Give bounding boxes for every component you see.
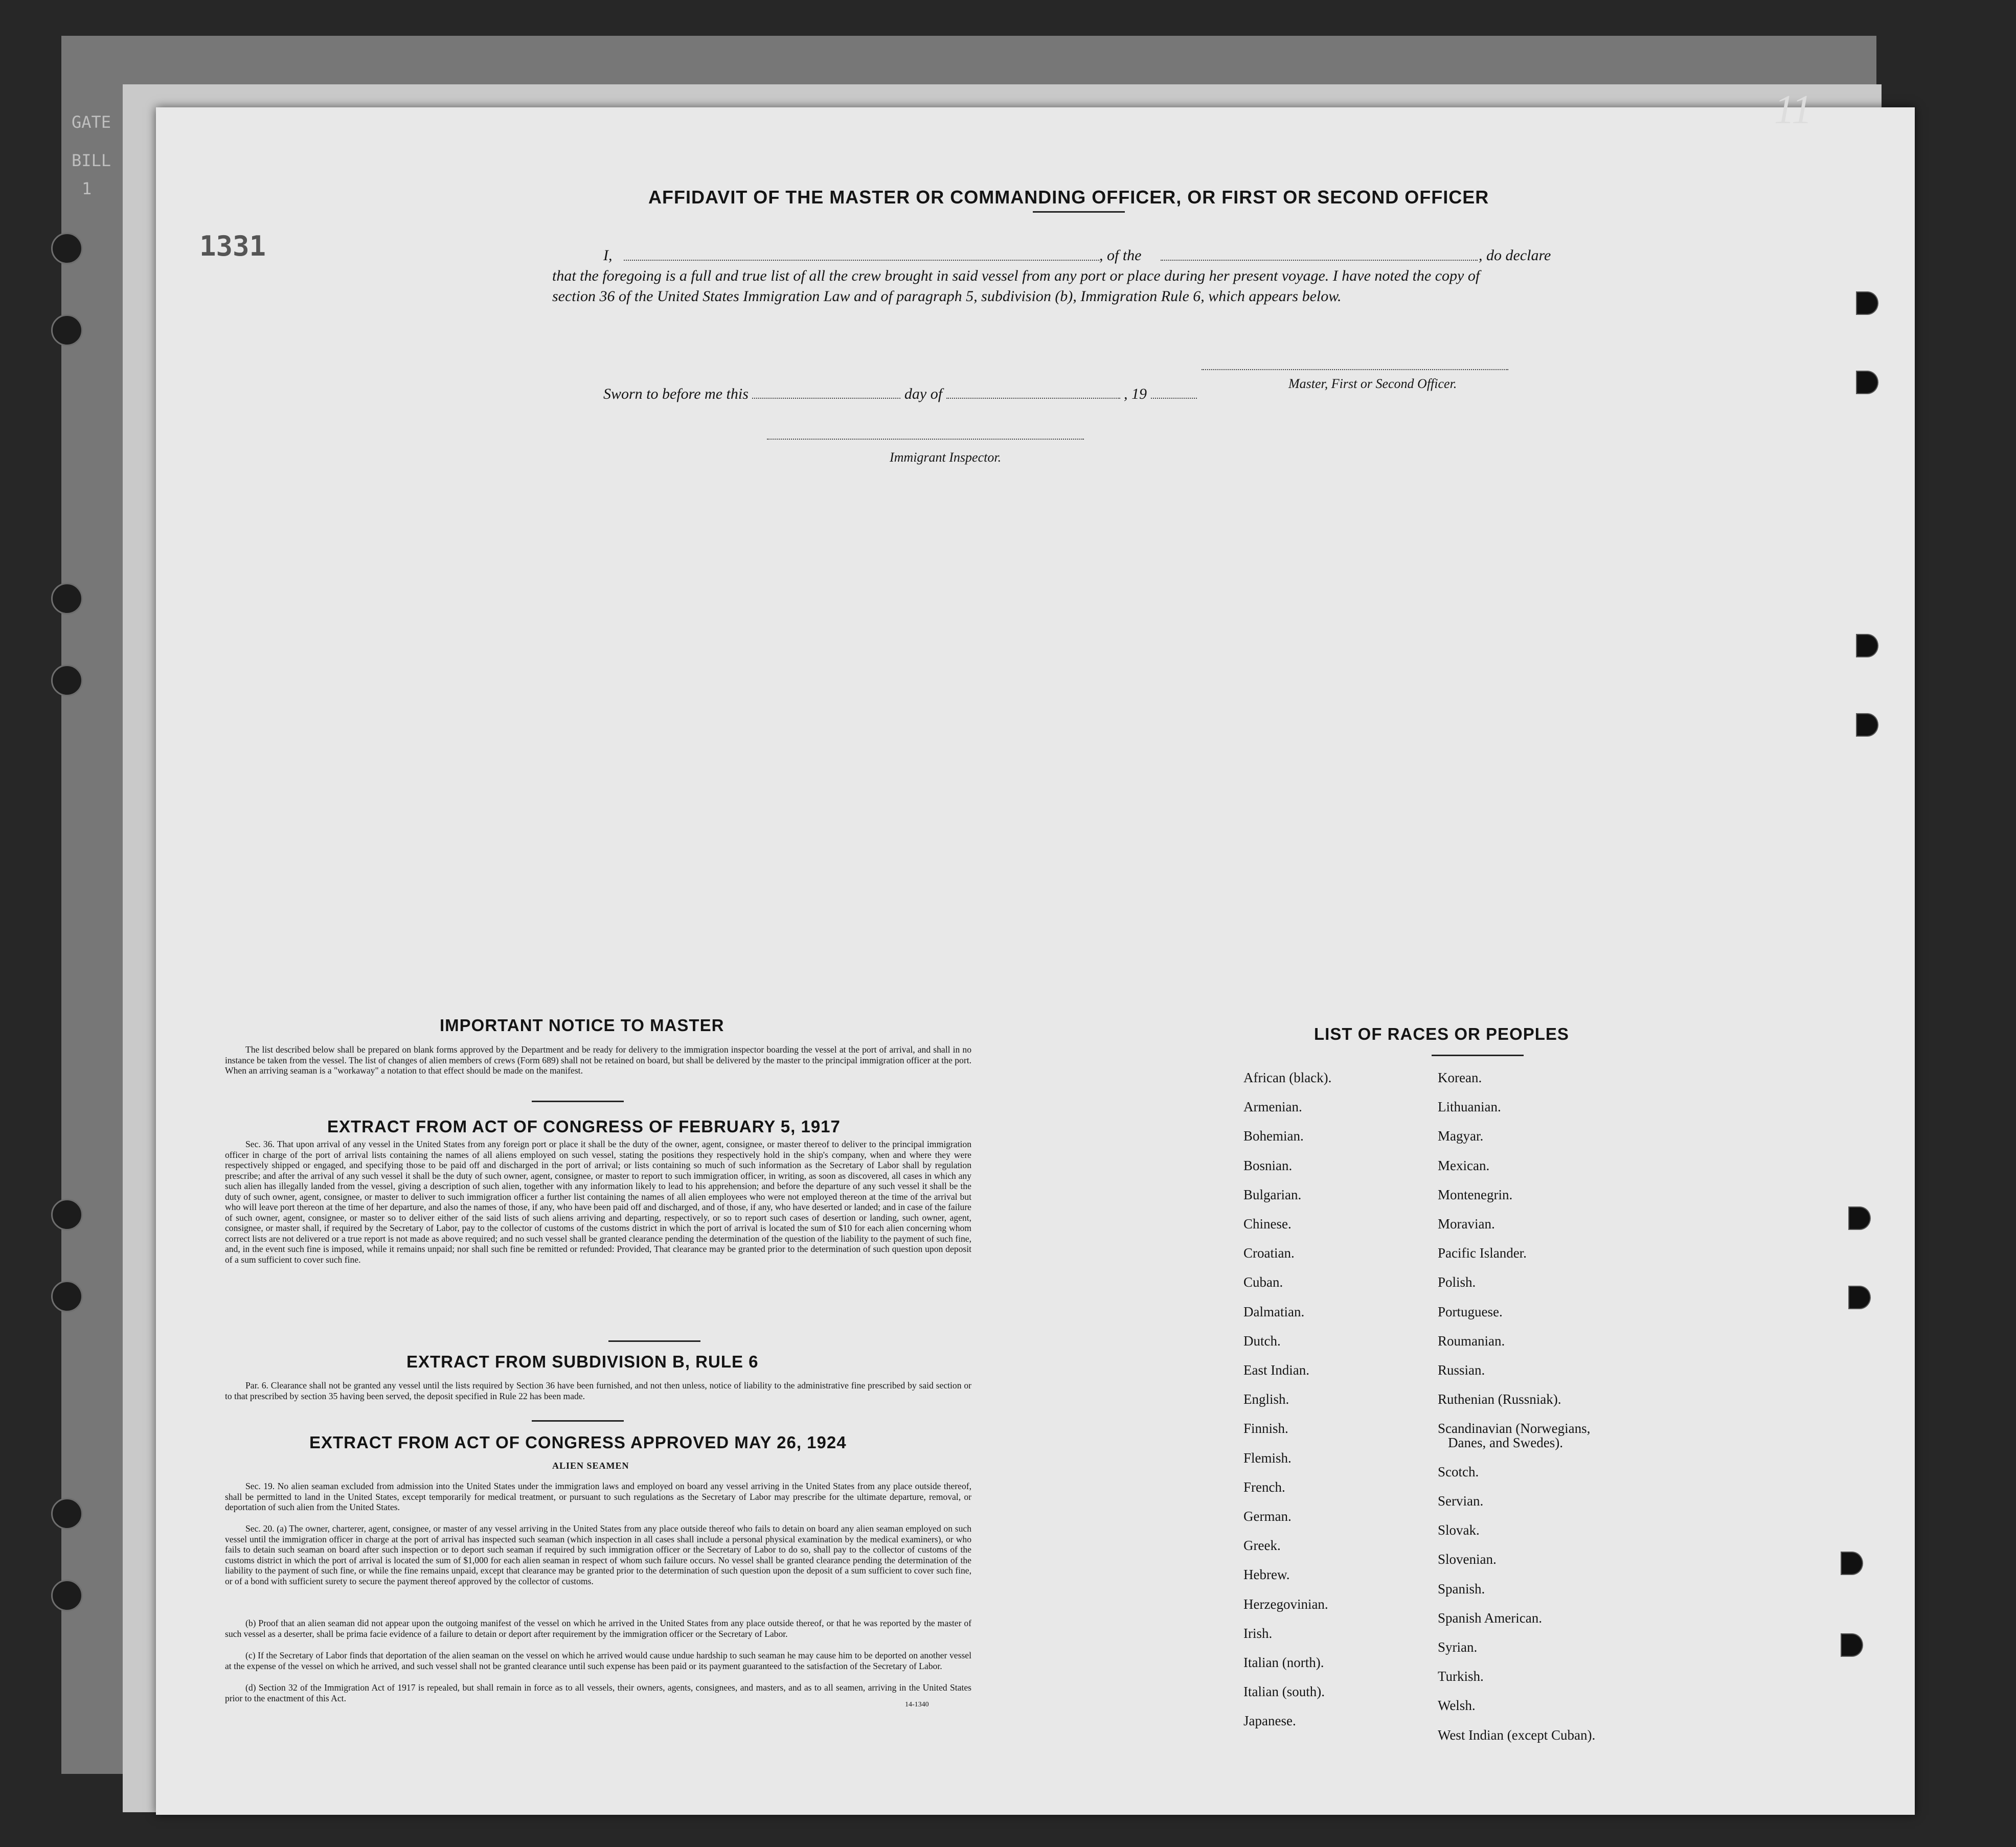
divider <box>1033 211 1125 213</box>
race-item: Dalmatian. <box>1243 1304 1305 1319</box>
race-item: Italian (south). <box>1243 1684 1325 1700</box>
section-20c: (c) If the Secretary of Labor finds that deportation of the alien seaman on the vessel on which he arrived would cause undue hardship to such seaman he may cause him to be deported on another vessel at the expense of the vessel on which he arrived, and such vessel shall not be granted clearance until such expense has been paid or its payment guaranteed to the satisfaction of the Secretary of Labor. <box>225 1650 971 1671</box>
punch-hole <box>51 1281 83 1312</box>
section-20a: Sec. 20. (a) The owner, charterer, agent, consignee, or master of any vessel arriving in the United States from any place outside thereof who fails to detain on board any alien seaman employed on such vessel until the immigration officer in charge at the port of arrival has inspected such seaman (which inspection in all cases shall include a personal physical examination by the medical examiners), or who fails to detain such seaman on board after such inspection or to deport such seaman if required by such immigration officer or the Secretary of Labor to do so, shall pay to the collector of customs of the customs district in which the port of arrival is located the sum of $1,000 for each alien seaman in respect of whom such failure occurs. No vessel shall be granted clearance pending the determination of the liability to the payment of such fine, or while the fine remains unpaid, except that clearance may be granted prior to the determination of such question upon the deposit of a sum sufficient to cover such fine, or of a bond with sufficient surety to secure the payment thereof approved by the collector of customs. <box>225 1523 971 1586</box>
race-item: Danes, and Swedes). <box>1448 1434 1563 1450</box>
punch-hole-right <box>1848 1206 1871 1230</box>
race-item: German. <box>1243 1509 1292 1524</box>
stamp-number: 1331 <box>199 230 266 262</box>
race-item: Korean. <box>1438 1070 1482 1085</box>
race-item: Moravian. <box>1438 1216 1495 1232</box>
race-item: Bohemian. <box>1243 1128 1304 1144</box>
declaration-block <box>552 245 1551 307</box>
punch-hole-right <box>1856 291 1878 315</box>
race-item: Japanese. <box>1243 1713 1296 1729</box>
race-item: Croatian. <box>1243 1245 1295 1261</box>
form-number: 14-1340 <box>905 1701 929 1708</box>
race-item: Herzegovinian. <box>1243 1596 1328 1612</box>
punch-hole-right <box>1856 634 1878 657</box>
races-title: LIST OF RACES OR PEOPLES <box>1314 1024 1569 1043</box>
punch-hole <box>51 314 83 346</box>
race-item: Slovenian. <box>1438 1552 1497 1567</box>
punch-hole-right <box>1841 1552 1863 1575</box>
punch-hole-right <box>1848 1286 1871 1309</box>
punch-hole-right <box>1856 371 1878 394</box>
race-item: Turkish. <box>1438 1669 1484 1684</box>
race-item: Hebrew. <box>1243 1567 1290 1583</box>
race-item: Bulgarian. <box>1243 1187 1302 1202</box>
race-item: Armenian. <box>1243 1099 1302 1115</box>
divider <box>1432 1055 1524 1056</box>
section-19: Sec. 19. No alien seaman excluded from admission into the United States under the immigration laws and employed on board any vessel arriving in the United States from any place outside thereof, shall be permitted to land in the United States, except temporarily for medical treatment, or pursuant to such regulations as the Secretary of Labor may prescribe for the ultimate departure, removal, or deportation of such alien from the United States. <box>225 1481 971 1512</box>
race-item: Ruthenian (Russniak). <box>1438 1392 1561 1407</box>
inspector-label: Immigrant Inspector. <box>890 450 1002 465</box>
sworn-year: , 19 <box>1124 385 1147 402</box>
race-item: Portuguese. <box>1438 1304 1503 1319</box>
race-item: Pacific Islander. <box>1438 1245 1527 1261</box>
race-item: Italian (north). <box>1243 1655 1324 1670</box>
race-item: English. <box>1243 1392 1289 1407</box>
margin-mark-gate: GATE <box>72 112 111 132</box>
race-item: Flemish. <box>1243 1450 1292 1466</box>
race-item: Dutch. <box>1243 1333 1281 1349</box>
sworn-day-of: day of <box>904 385 943 402</box>
notice-body: The list described below shall be prepared on blank forms approved by the Department and be ready for delivery to the immigration inspector boarding the vessel at the port of arrival, and shall in no instance be taken from the vessel. The list of changes of alien members of crews (Form 689) shall not be retained on board, but shall be delivered by the master to the principal immigration officer at the port. When an arriving seaman is a "workaway" a notation to that effect should be made on the manifest. <box>225 1044 971 1076</box>
declaration-i: I, <box>603 247 613 264</box>
extract-1917-title: EXTRACT FROM ACT OF CONGRESS OF FEBRUARY 5, 1917 <box>327 1117 841 1136</box>
divider <box>608 1340 700 1342</box>
race-item: Russian. <box>1438 1362 1485 1378</box>
punch-hole <box>51 665 83 696</box>
race-item: Mexican. <box>1438 1157 1490 1173</box>
declaration-do-declare: , do declare <box>1479 247 1551 264</box>
declaration-body: that the foregoing is a full and true list of all the crew brought in said vessel from any port or place during her present voyage. I have noted the copy of section 36 of the United States Immigration Law and of paragraph 5, subdivision (b), Immigration Rule 6, which appears below. <box>552 267 1480 305</box>
race-item: Welsh. <box>1438 1698 1476 1714</box>
affidavit-title: AFFIDAVIT OF THE MASTER OR COMMANDING OFFICER, OR FIRST OR SECOND OFFICER <box>648 187 1489 208</box>
page-number-handwritten: 11 <box>1774 87 1813 132</box>
subdivision-title: EXTRACT FROM SUBDIVISION B, RULE 6 <box>406 1352 759 1371</box>
race-item: Roumanian. <box>1438 1333 1505 1349</box>
vessel-fill-line[interactable] <box>1161 246 1478 261</box>
punch-hole <box>51 1498 83 1530</box>
punch-hole <box>51 1199 83 1230</box>
punch-hole-right <box>1856 713 1878 737</box>
race-item: Cuban. <box>1243 1274 1283 1290</box>
extract-1924-title: EXTRACT FROM ACT OF CONGRESS APPROVED MAY 26, 1924 <box>309 1433 847 1452</box>
race-item: Montenegrin. <box>1438 1187 1513 1202</box>
sworn-month-fill[interactable] <box>946 384 1120 399</box>
punch-hole <box>51 233 83 264</box>
race-item: Chinese. <box>1243 1216 1292 1232</box>
section-20d: (d) Section 32 of the Immigration Act of 1917 is repealed, but shall remain in force as to all vessels, their owners, agents, consignees, and masters, and as to all seamen, arriving in the United States prior to the enactment of this Act. <box>225 1682 971 1703</box>
margin-mark-bill: BILL <box>72 151 111 170</box>
inspector-signature-line[interactable] <box>767 439 1084 440</box>
race-item: Servian. <box>1438 1493 1484 1509</box>
alien-seamen-heading: ALIEN SEAMEN <box>552 1461 629 1471</box>
race-item: French. <box>1243 1479 1285 1495</box>
race-item: Finnish. <box>1243 1421 1288 1436</box>
race-item: Bosnian. <box>1243 1157 1293 1173</box>
race-item: Scotch. <box>1438 1464 1479 1479</box>
sworn-year-fill[interactable] <box>1151 384 1197 399</box>
name-fill-line[interactable] <box>624 246 1099 261</box>
race-item: Scandinavian (Norwegians, <box>1438 1421 1591 1436</box>
race-item: Polish. <box>1438 1274 1476 1290</box>
signature-line[interactable] <box>1202 369 1508 370</box>
signer-label: Master, First or Second Officer. <box>1288 376 1457 391</box>
punch-hole <box>51 583 83 614</box>
margin-mark-one: 1 <box>82 179 92 198</box>
section-20b: (b) Proof that an alien seaman did not appear upon the outgoing manifest of the vessel on which he arrived in the United States from any place outside thereof, or that he was reported by the master of such vessel as a deserter, shall be prima facie evidence of a failure to detain or deport after requirement by the immigration officer or the Secretary of Labor. <box>225 1618 971 1639</box>
sworn-day-fill[interactable] <box>752 384 900 399</box>
extract-1917-body: Sec. 36. That upon arrival of any vessel in the United States from any foreign port or place it shall be the duty of the owner, agent, consignee, or master thereof to deliver to the principal immigration officer in charge of the port of arrival lists containing the names of all aliens employed on such vessel, stating the positions they respectively hold in the ship's company, when and where they were respectively shipped or engaged, and specifying those to be paid off and discharged in the port of arrival; or lists containing so much of such information as the Secretary of Labor shall by regulation prescribe; and after the arrival of any such vessel it shall be the duty of such owner, agent, consignee, or master to report to such immigration officer, in writing, as soon as discovered, all cases in which any such alien has illegally landed from the vessel, giving a description of such alien, together with any information likely to lead to his apprehension; and before the departure of any such vessel it shall be the duty of such owner, agent, consignee, or master to deliver to such immigration officer a further list containing the names of all alien employees who were not employed thereon at the time of the arrival but who will leave port thereon at the time of her departure, and also the names of those, if any, who have been paid off and discharged, and of those, if any, who have deserted or landed; and in case of the failure of such owner, agent, consignee, or master so to deliver either of the said lists of such aliens arriving and departing, respectively, or so to report such cases of desertion or landing, such owner, agent, consignee, or master shall, if required by the Secretary of Labor, pay to the collector of customs of the customs district in which the port of arrival is located the sum of $10 for each alien concerning whom correct lists are not delivered or a true report is not made as above required; and no such vessel shall be granted clearance pending the determination of the question of the liability to the payment of such fine, and, in the event such fine is imposed, while it remains unpaid; nor shall such fine be remitted or refunded: Provided, That clearance may be granted prior to the determination of such question upon deposit of a sum sufficient to cover such fine. <box>225 1139 971 1265</box>
divider <box>532 1101 624 1102</box>
race-item: Syrian. <box>1438 1639 1478 1655</box>
race-item: West Indian (except Cuban). <box>1438 1727 1596 1743</box>
declaration-of-the: , of the <box>1099 247 1142 264</box>
race-item: African (black). <box>1243 1070 1332 1085</box>
subdivision-body: Par. 6. Clearance shall not be granted any vessel until the lists required by Section 36 have been furnished, and not then unless, notice of liability to the administrative fine prescribed by said section or to that prescribed by section 35 having been served, the deposit specified in Rule 22 has been made. <box>225 1380 971 1401</box>
race-item: Slovak. <box>1438 1522 1480 1538</box>
punch-hole-right <box>1841 1633 1863 1657</box>
divider <box>532 1420 624 1422</box>
sworn-text: Sworn to before me this <box>603 385 749 402</box>
race-item: Greek. <box>1243 1538 1281 1554</box>
race-item: Spanish. <box>1438 1581 1485 1597</box>
race-item: Magyar. <box>1438 1128 1484 1144</box>
punch-hole <box>51 1580 83 1611</box>
race-item: Spanish American. <box>1438 1610 1542 1626</box>
race-item: East Indian. <box>1243 1362 1309 1378</box>
sworn-line <box>603 384 1197 403</box>
notice-title: IMPORTANT NOTICE TO MASTER <box>440 1016 724 1035</box>
race-item: Lithuanian. <box>1438 1099 1501 1115</box>
race-item: Irish. <box>1243 1625 1273 1641</box>
